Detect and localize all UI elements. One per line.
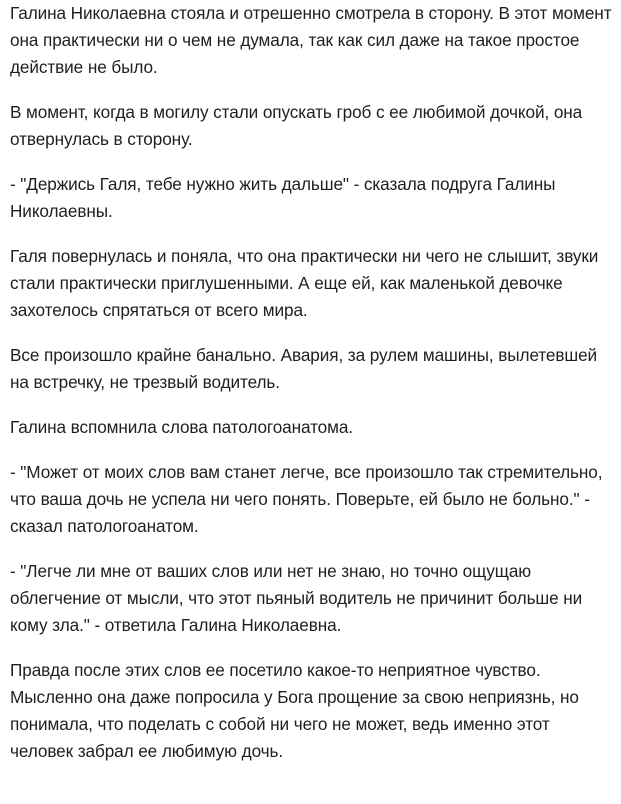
paragraph-1: Галина Николаевна стояла и отрешенно смотрела в сторону. В этот момент она практически ни о чем не думала, так как сил даже на такое простое действие не было. <box>10 3 612 77</box>
paragraph-6: Галина вспомнила слова патологоанатома. <box>10 417 353 437</box>
paragraph-7: - "Может от моих слов вам станет легче, все произошло так стремительно, что ваша дочь не успела ни чего понять. Поверьте, ей было не больно." - сказал патологоанатом. <box>10 462 603 536</box>
paragraph-8: - "Легче ли мне от ваших слов или нет не знаю, но точно ощущаю облегчение от мысли, что этот пьяный водитель не причинит больше ни кому зла." - ответила Галина Николаевна. <box>10 561 583 635</box>
paragraph-9: Правда после этих слов ее посетило какое-то неприятное чувство. Мысленно она даже попросила у Бога прощение за свою неприязнь, но понимала, что поделать с собой ни чего не может, ведь именно этот человек забрал ее любимую дочь. <box>10 660 579 761</box>
paragraph-5: Все произошло крайне банально. Авария, за рулем машины, вылетевшей на встречку, не трезвый водитель. <box>10 345 598 392</box>
paragraph-2: В момент, когда в могилу стали опускать гроб с ее любимой дочкой, она отвернулась в сторону. <box>10 102 583 149</box>
paragraph-4: Галя повернулась и поняла, что она практически ни чего не слышит, звуки стали практически приглушенными. А еще ей, как маленькой девочке захотелось спрятаться от всего мира. <box>10 246 599 320</box>
paragraph-3: - "Держись Галя, тебе нужно жить дальше" - сказала подруга Галины Николаевны. <box>10 174 556 221</box>
